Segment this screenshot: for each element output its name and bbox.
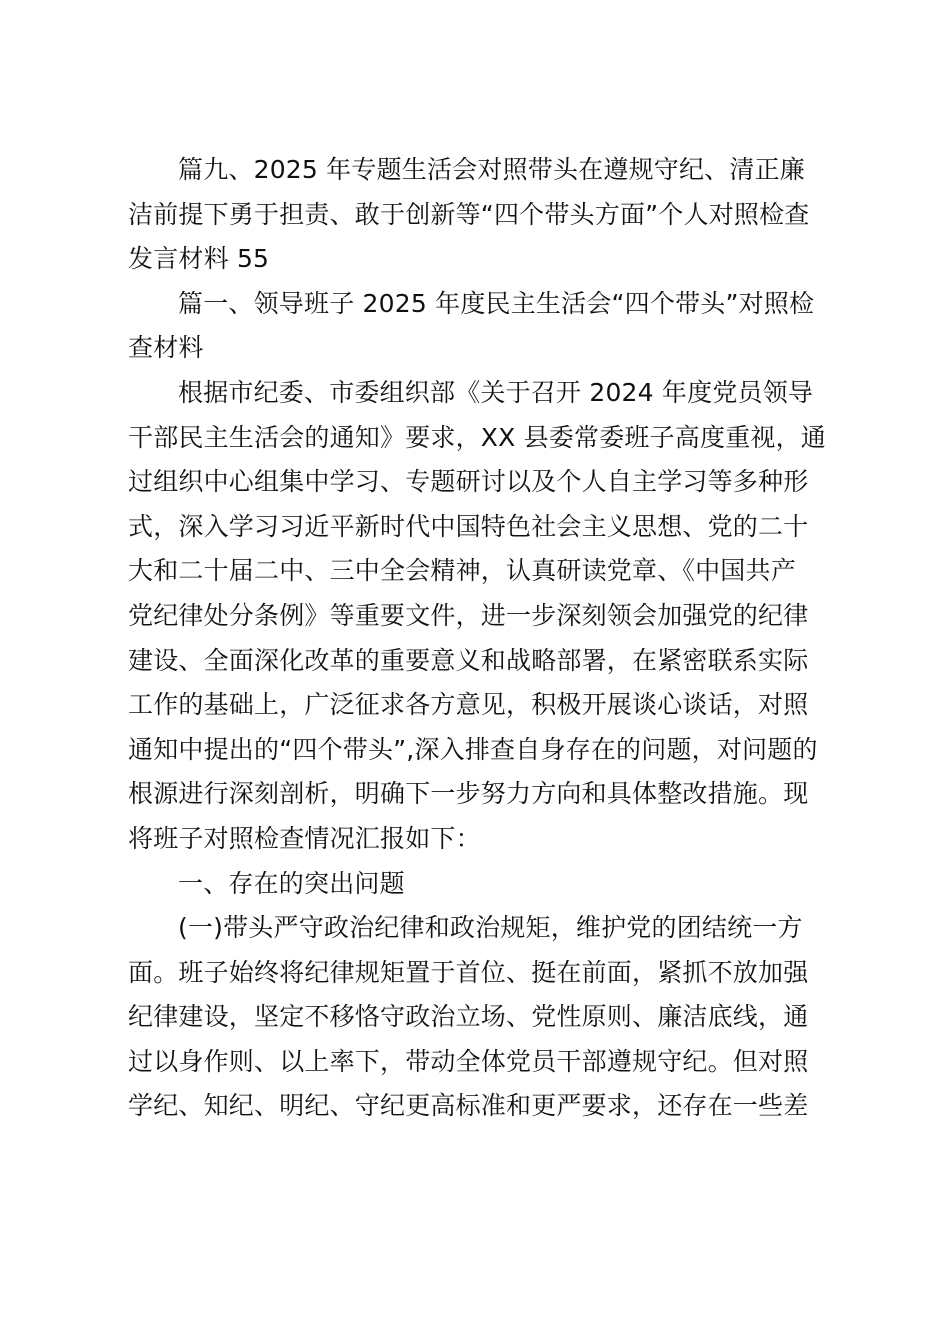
document-page bbox=[128, 148, 828, 1129]
text-line: 查材料 bbox=[128, 333, 204, 363]
text-line: 篇一、领导班子 2025 年度民主生活会“四个带头”对照检 bbox=[178, 288, 815, 318]
intro-paragraph bbox=[128, 371, 828, 862]
text-line: 工作的基础上，广泛征求各方意见，积极开展谈心谈话，对照 bbox=[128, 690, 809, 720]
text-line: 根源进行深刻剖析，明确下一步努力方向和具体整改措施。现 bbox=[128, 779, 809, 809]
text-line: 干部民主生活会的通知》要求，XX 县委常委班子高度重视，通 bbox=[128, 422, 827, 452]
text-line: 洁前提下勇于担责、敢于创新等“四个带头方面”个人对照检查 bbox=[128, 199, 810, 229]
text-line: 过组织中心组集中学习、专题研讨以及个人自主学习等多种形 bbox=[128, 467, 809, 497]
text-line: (一)带头严守政治纪律和政治规矩，维护党的团结统一方 bbox=[178, 913, 803, 943]
text-line: 过以身作则、以上率下，带动全体党员干部遵规守纪。但对照 bbox=[128, 1046, 809, 1076]
text-line: 面。班子始终将纪律规矩置于首位、挺在前面，紧抓不放加强 bbox=[128, 957, 809, 987]
article-1-title bbox=[128, 282, 828, 371]
toc-entry-9 bbox=[128, 148, 828, 282]
text-line: 根据市纪委、市委组织部《关于召开 2024 年度党员领导 bbox=[178, 377, 814, 407]
text-line: 式，深入学习习近平新时代中国特色社会主义思想、党的二十 bbox=[128, 511, 809, 541]
text-line: 发言材料 55 bbox=[128, 244, 270, 274]
text-line: 学纪、知纪、明纪、守纪更高标准和更严要求，还存在一些差 bbox=[128, 1091, 809, 1121]
text-line: 一、存在的突出问题 bbox=[178, 868, 405, 898]
text-line: 大和二十届二中、三中全会精神，认真研读党章、《中国共产 bbox=[128, 556, 796, 586]
text-line: 纪律建设，坚定不移恪守政治立场、党性原则、廉洁底线，通 bbox=[128, 1002, 809, 1032]
text-line: 通知中提出的“四个带头”,深入排查自身存在的问题，对问题的 bbox=[128, 734, 818, 764]
section-1-heading bbox=[128, 862, 828, 907]
text-line: 党纪律处分条例》等重要文件，进一步深刻领会加强党的纪律 bbox=[128, 600, 809, 630]
text-line: 将班子对照检查情况汇报如下： bbox=[128, 823, 481, 853]
text-line: 篇九、2025 年专题生活会对照带头在遵规守纪、清正廉 bbox=[178, 155, 805, 184]
section-1-item-1 bbox=[128, 906, 828, 1129]
text-line: 建设、全面深化改革的重要意义和战略部署，在紧密联系实际 bbox=[128, 645, 809, 675]
